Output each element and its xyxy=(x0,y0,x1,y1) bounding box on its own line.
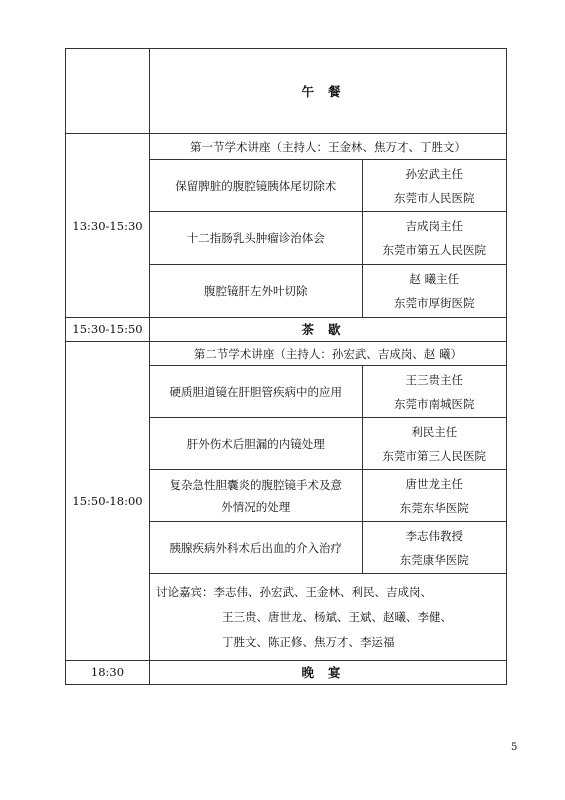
talk-title-line2: 外情况的处理 xyxy=(221,499,291,514)
talk-speaker-cell xyxy=(362,265,506,317)
discussion-line2: 王三贵、唐世龙、杨斌、王斌、赵曦、李健、 xyxy=(222,609,452,624)
speaker-name: 吉成岗主任 xyxy=(405,219,463,234)
speaker-hospital: 东莞市第三人民医院 xyxy=(382,448,486,463)
lunch-label: 午餐 xyxy=(150,49,507,134)
talk-speaker-cell xyxy=(362,522,506,574)
talk-speaker-cell xyxy=(362,159,506,212)
session2-time: 15:50-18:00 xyxy=(66,341,150,660)
talk-title: 十二指肠乳头肿瘤诊治体会 xyxy=(150,212,362,265)
speaker-name: 赵 曦主任 xyxy=(409,271,460,286)
talk-title: 保留脾脏的腹腔镜胰体尾切除术 xyxy=(150,159,362,212)
page-number: 5 xyxy=(511,742,518,753)
tea-time: 15:30-15:50 xyxy=(66,317,150,341)
session1-header: 第一节学术讲座（主持人：王金林、焦万才、丁胜文） xyxy=(190,139,466,154)
discussion-line3: 丁胜文、陈正修、焦万才、李运福 xyxy=(222,634,395,649)
talk-row xyxy=(150,470,506,522)
speaker-name: 王三贵主任 xyxy=(405,372,463,387)
talk-row xyxy=(150,522,506,574)
talk-speaker-cell xyxy=(362,366,506,418)
session1-inner-table xyxy=(150,134,506,317)
talk-row xyxy=(150,212,506,265)
talk-title: 硬质胆道镜在肝胆管疾病中的应用 xyxy=(150,366,362,418)
talk-speaker-cell xyxy=(362,470,506,522)
discussion-guests xyxy=(150,574,506,660)
speaker-hospital: 东莞康华医院 xyxy=(399,552,469,567)
talk-row xyxy=(150,418,506,470)
session1-content xyxy=(150,134,507,318)
discussion-row xyxy=(150,574,506,660)
speaker-hospital: 东莞市第五人民医院 xyxy=(382,243,486,258)
tea-label: 茶歇 xyxy=(150,317,507,341)
session1-row xyxy=(66,134,507,318)
talk-speaker-cell xyxy=(362,212,506,265)
talk-speaker-cell xyxy=(362,418,506,470)
speaker-name: 利民主任 xyxy=(411,424,458,439)
speaker-hospital: 东莞东华医院 xyxy=(399,500,469,515)
speaker-name: 李志伟教授 xyxy=(405,528,463,543)
discussion-line1: 讨论嘉宾：李志伟、孙宏武、王金林、利民、吉成岗、 xyxy=(156,584,432,599)
talk-row xyxy=(150,159,506,212)
dinner-time: 18:30 xyxy=(66,660,150,684)
speaker-hospital: 东莞市厚街医院 xyxy=(394,295,475,310)
session2-row xyxy=(66,341,507,660)
session2-inner-table xyxy=(150,342,506,660)
schedule-table xyxy=(65,48,507,685)
dinner-row xyxy=(66,660,507,684)
session2-header: 第二节学术讲座（主持人：孙宏武、吉成岗、赵 曦） xyxy=(193,346,463,361)
dinner-label: 晚宴 xyxy=(150,660,507,684)
talk-row xyxy=(150,265,506,317)
speaker-hospital: 东莞市人民医院 xyxy=(394,190,475,205)
speaker-hospital: 东莞市南城医院 xyxy=(394,396,475,411)
talk-title: 胰腺疾病外科术后出血的介入治疗 xyxy=(150,522,362,574)
speaker-name: 唐世龙主任 xyxy=(405,476,463,491)
session2-content xyxy=(150,341,507,660)
lunch-row xyxy=(66,49,507,134)
tea-row xyxy=(66,317,507,341)
lunch-time-cell xyxy=(66,49,150,134)
talk-row xyxy=(150,366,506,418)
session1-time: 13:30-15:30 xyxy=(66,134,150,318)
talk-title-cell xyxy=(150,470,362,522)
talk-title: 腹腔镜肝左外叶切除 xyxy=(150,265,362,317)
talk-title: 肝外伤术后胆漏的内镜处理 xyxy=(150,418,362,470)
talk-title-line1: 复杂急性胆囊炎的腹腔镜手术及意 xyxy=(169,477,342,492)
speaker-name: 孙宏武主任 xyxy=(405,166,463,181)
